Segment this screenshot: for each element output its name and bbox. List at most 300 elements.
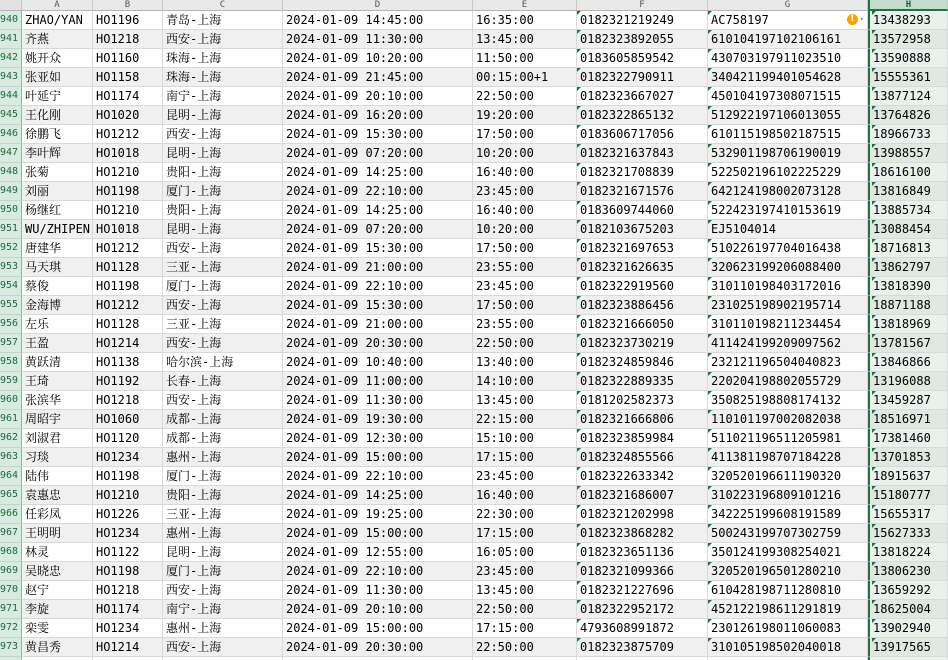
cell-E951[interactable]	[473, 220, 577, 239]
cell-F948[interactable]	[577, 163, 708, 182]
cell-D965[interactable]	[283, 486, 473, 505]
cell-A951[interactable]	[22, 220, 93, 239]
cell-C952[interactable]	[163, 239, 283, 258]
cell-D944[interactable]	[283, 87, 473, 106]
cell-G968[interactable]	[708, 543, 868, 562]
cell-C964[interactable]	[163, 467, 283, 486]
cell-G944[interactable]	[708, 87, 868, 106]
row-header-973[interactable]: 973	[0, 638, 22, 657]
cell-C943[interactable]	[163, 68, 283, 87]
cell-D955[interactable]	[283, 296, 473, 315]
cell-A957[interactable]	[22, 334, 93, 353]
cell-C971[interactable]	[163, 600, 283, 619]
cell-A962[interactable]	[22, 429, 93, 448]
cell-C950[interactable]	[163, 201, 283, 220]
cell-F971[interactable]	[577, 600, 708, 619]
cell-C947[interactable]	[163, 144, 283, 163]
row-header-965[interactable]: 965	[0, 486, 22, 505]
cell-G965[interactable]	[708, 486, 868, 505]
cell-C960[interactable]	[163, 391, 283, 410]
cell-D950[interactable]	[283, 201, 473, 220]
cell-C946[interactable]	[163, 125, 283, 144]
cell-A956[interactable]	[22, 315, 93, 334]
cell-F942[interactable]	[577, 49, 708, 68]
cell-D952[interactable]	[283, 239, 473, 258]
cell-D971[interactable]	[283, 600, 473, 619]
cell-G964[interactable]	[708, 467, 868, 486]
cell-B947[interactable]	[93, 144, 163, 163]
cell-B962[interactable]	[93, 429, 163, 448]
cell-E968[interactable]	[473, 543, 577, 562]
cell-H949[interactable]	[868, 182, 948, 201]
cell-G942[interactable]	[708, 49, 868, 68]
cell-H971[interactable]	[868, 600, 948, 619]
cell-H956[interactable]	[868, 315, 948, 334]
cell-B963[interactable]	[93, 448, 163, 467]
cell-A941[interactable]	[22, 30, 93, 49]
cell-B965[interactable]	[93, 486, 163, 505]
cell-B968[interactable]	[93, 543, 163, 562]
cell-H945[interactable]	[868, 106, 948, 125]
row-header-947[interactable]: 947	[0, 144, 22, 163]
cell-E962[interactable]	[473, 429, 577, 448]
cell-B970[interactable]	[93, 581, 163, 600]
cell-E949[interactable]	[473, 182, 577, 201]
cell-E961[interactable]	[473, 410, 577, 429]
cell-F953[interactable]	[577, 258, 708, 277]
cell-B955[interactable]	[93, 296, 163, 315]
cell-E946[interactable]	[473, 125, 577, 144]
cell-G958[interactable]	[708, 353, 868, 372]
cell-C966[interactable]	[163, 505, 283, 524]
cell-H973[interactable]	[868, 638, 948, 657]
cell-F941[interactable]	[577, 30, 708, 49]
cell-A965[interactable]	[22, 486, 93, 505]
row-header-955[interactable]: 955	[0, 296, 22, 315]
cell-G957[interactable]	[708, 334, 868, 353]
cell-F954[interactable]	[577, 277, 708, 296]
cell-D970[interactable]	[283, 581, 473, 600]
cell-C940[interactable]	[163, 11, 283, 30]
cell-G954[interactable]	[708, 277, 868, 296]
row-header-960[interactable]: 960	[0, 391, 22, 410]
cell-C948[interactable]	[163, 163, 283, 182]
cell-A958[interactable]	[22, 353, 93, 372]
column-header-D[interactable]: D	[283, 0, 473, 11]
cell-H958[interactable]	[868, 353, 948, 372]
column-header-A[interactable]: A	[22, 0, 93, 11]
cell-A950[interactable]	[22, 201, 93, 220]
cell-E945[interactable]	[473, 106, 577, 125]
cell-G946[interactable]	[708, 125, 868, 144]
cell-D969[interactable]	[283, 562, 473, 581]
cell-C944[interactable]	[163, 87, 283, 106]
cell-F968[interactable]	[577, 543, 708, 562]
cell-B956[interactable]	[93, 315, 163, 334]
cell-C973[interactable]	[163, 638, 283, 657]
cell-G971[interactable]	[708, 600, 868, 619]
cell-A969[interactable]	[22, 562, 93, 581]
cell-H970[interactable]	[868, 581, 948, 600]
row-header-949[interactable]: 949	[0, 182, 22, 201]
cell-D958[interactable]	[283, 353, 473, 372]
cell-H948[interactable]	[868, 163, 948, 182]
cell-B943[interactable]	[93, 68, 163, 87]
cell-A964[interactable]	[22, 467, 93, 486]
cell-B940[interactable]	[93, 11, 163, 30]
cell-G940[interactable]	[708, 11, 868, 30]
cell-C955[interactable]	[163, 296, 283, 315]
cell-C941[interactable]	[163, 30, 283, 49]
cell-A970[interactable]	[22, 581, 93, 600]
cell-G949[interactable]	[708, 182, 868, 201]
cell-D959[interactable]	[283, 372, 473, 391]
cell-E955[interactable]	[473, 296, 577, 315]
cell-H962[interactable]	[868, 429, 948, 448]
cell-G970[interactable]	[708, 581, 868, 600]
cell-C962[interactable]	[163, 429, 283, 448]
cell-H946[interactable]	[868, 125, 948, 144]
cell-D943[interactable]	[283, 68, 473, 87]
cell-E954[interactable]	[473, 277, 577, 296]
cell-B967[interactable]	[93, 524, 163, 543]
cell-H969[interactable]	[868, 562, 948, 581]
cell-D947[interactable]	[283, 144, 473, 163]
cell-B969[interactable]	[93, 562, 163, 581]
cell-F952[interactable]	[577, 239, 708, 258]
cell-C972[interactable]	[163, 619, 283, 638]
row-header-940[interactable]: 940	[0, 11, 22, 30]
cell-F964[interactable]	[577, 467, 708, 486]
cell-D960[interactable]	[283, 391, 473, 410]
cell-F958[interactable]	[577, 353, 708, 372]
cell-B944[interactable]	[93, 87, 163, 106]
cell-G967[interactable]	[708, 524, 868, 543]
cell-B952[interactable]	[93, 239, 163, 258]
cell-B941[interactable]	[93, 30, 163, 49]
cell-B964[interactable]	[93, 467, 163, 486]
cell-H944[interactable]	[868, 87, 948, 106]
cell-C961[interactable]	[163, 410, 283, 429]
cell-E944[interactable]	[473, 87, 577, 106]
cell-F944[interactable]	[577, 87, 708, 106]
cell-D967[interactable]	[283, 524, 473, 543]
cell-E972[interactable]	[473, 619, 577, 638]
cell-D972[interactable]	[283, 619, 473, 638]
cell-B942[interactable]	[93, 49, 163, 68]
cell-E965[interactable]	[473, 486, 577, 505]
cell-A944[interactable]	[22, 87, 93, 106]
cell-E964[interactable]	[473, 467, 577, 486]
cell-B950[interactable]	[93, 201, 163, 220]
cell-D946[interactable]	[283, 125, 473, 144]
cell-B953[interactable]	[93, 258, 163, 277]
row-header-958[interactable]: 958	[0, 353, 22, 372]
cell-E941[interactable]	[473, 30, 577, 49]
cell-A963[interactable]	[22, 448, 93, 467]
cell-C942[interactable]	[163, 49, 283, 68]
cell-E960[interactable]	[473, 391, 577, 410]
cell-E963[interactable]	[473, 448, 577, 467]
cell-C959[interactable]	[163, 372, 283, 391]
cell-G969[interactable]	[708, 562, 868, 581]
row-header-962[interactable]: 962	[0, 429, 22, 448]
cell-F973[interactable]	[577, 638, 708, 657]
cell-F966[interactable]	[577, 505, 708, 524]
row-header-968[interactable]: 968	[0, 543, 22, 562]
cell-G950[interactable]	[708, 201, 868, 220]
column-header-C[interactable]: C	[163, 0, 283, 11]
cell-B945[interactable]	[93, 106, 163, 125]
cell-E969[interactable]	[473, 562, 577, 581]
cell-G961[interactable]	[708, 410, 868, 429]
cell-B957[interactable]	[93, 334, 163, 353]
cell-F972[interactable]	[577, 619, 708, 638]
cell-D957[interactable]	[283, 334, 473, 353]
cell-F959[interactable]	[577, 372, 708, 391]
cell-F957[interactable]	[577, 334, 708, 353]
cell-A949[interactable]	[22, 182, 93, 201]
row-header-941[interactable]: 941	[0, 30, 22, 49]
cell-E970[interactable]	[473, 581, 577, 600]
cell-A954[interactable]	[22, 277, 93, 296]
cell-H942[interactable]	[868, 49, 948, 68]
cell-E956[interactable]	[473, 315, 577, 334]
cell-B959[interactable]	[93, 372, 163, 391]
cell-A945[interactable]	[22, 106, 93, 125]
cell-G955[interactable]	[708, 296, 868, 315]
warning-dropdown-icon[interactable]: ▾	[859, 15, 864, 23]
cell-D941[interactable]	[283, 30, 473, 49]
cell-B971[interactable]	[93, 600, 163, 619]
row-header-953[interactable]: 953	[0, 258, 22, 277]
row-header-944[interactable]: 944	[0, 87, 22, 106]
row-header-942[interactable]: 942	[0, 49, 22, 68]
cell-A943[interactable]	[22, 68, 93, 87]
cell-C954[interactable]	[163, 277, 283, 296]
cell-A972[interactable]	[22, 619, 93, 638]
cell-H951[interactable]	[868, 220, 948, 239]
cell-F950[interactable]	[577, 201, 708, 220]
select-all-corner[interactable]	[0, 0, 22, 11]
cell-H954[interactable]	[868, 277, 948, 296]
cell-H957[interactable]	[868, 334, 948, 353]
cell-C958[interactable]	[163, 353, 283, 372]
cell-C957[interactable]	[163, 334, 283, 353]
row-header-952[interactable]: 952	[0, 239, 22, 258]
cell-F946[interactable]	[577, 125, 708, 144]
cell-F967[interactable]	[577, 524, 708, 543]
row-header-957[interactable]: 957	[0, 334, 22, 353]
cell-G953[interactable]	[708, 258, 868, 277]
row-header-963[interactable]: 963	[0, 448, 22, 467]
cell-E967[interactable]	[473, 524, 577, 543]
cell-C968[interactable]	[163, 543, 283, 562]
cell-D954[interactable]	[283, 277, 473, 296]
cell-H947[interactable]	[868, 144, 948, 163]
cell-G941[interactable]	[708, 30, 868, 49]
cell-D973[interactable]	[283, 638, 473, 657]
cell-C953[interactable]	[163, 258, 283, 277]
cell-H968[interactable]	[868, 543, 948, 562]
cell-G973[interactable]	[708, 638, 868, 657]
row-header-956[interactable]: 956	[0, 315, 22, 334]
cell-E958[interactable]	[473, 353, 577, 372]
cell-B972[interactable]	[93, 619, 163, 638]
cell-B949[interactable]	[93, 182, 163, 201]
cell-D964[interactable]	[283, 467, 473, 486]
cell-A942[interactable]	[22, 49, 93, 68]
row-header-950[interactable]: 950	[0, 201, 22, 220]
cell-A955[interactable]	[22, 296, 93, 315]
cell-B961[interactable]	[93, 410, 163, 429]
cell-G956[interactable]	[708, 315, 868, 334]
cell-H953[interactable]	[868, 258, 948, 277]
column-header-F[interactable]: F	[577, 0, 708, 11]
cell-F951[interactable]	[577, 220, 708, 239]
cell-B948[interactable]	[93, 163, 163, 182]
row-header-945[interactable]: 945	[0, 106, 22, 125]
cell-H963[interactable]	[868, 448, 948, 467]
cell-C969[interactable]	[163, 562, 283, 581]
cell-E971[interactable]	[473, 600, 577, 619]
cell-A952[interactable]	[22, 239, 93, 258]
cell-D968[interactable]	[283, 543, 473, 562]
row-header-972[interactable]: 972	[0, 619, 22, 638]
cell-D961[interactable]	[283, 410, 473, 429]
cell-H950[interactable]	[868, 201, 948, 220]
cell-C949[interactable]	[163, 182, 283, 201]
cell-A967[interactable]	[22, 524, 93, 543]
cell-F969[interactable]	[577, 562, 708, 581]
cell-D942[interactable]	[283, 49, 473, 68]
cell-F961[interactable]	[577, 410, 708, 429]
cell-F963[interactable]	[577, 448, 708, 467]
cell-A973[interactable]	[22, 638, 93, 657]
row-header-951[interactable]: 951	[0, 220, 22, 239]
column-header-B[interactable]: B	[93, 0, 163, 11]
cell-B954[interactable]	[93, 277, 163, 296]
cell-E952[interactable]	[473, 239, 577, 258]
cell-C970[interactable]	[163, 581, 283, 600]
cell-H967[interactable]	[868, 524, 948, 543]
cell-G952[interactable]	[708, 239, 868, 258]
cell-E957[interactable]	[473, 334, 577, 353]
cell-G951[interactable]	[708, 220, 868, 239]
cell-D962[interactable]	[283, 429, 473, 448]
row-header-948[interactable]: 948	[0, 163, 22, 182]
cell-G943[interactable]	[708, 68, 868, 87]
cell-F962[interactable]	[577, 429, 708, 448]
cell-G962[interactable]	[708, 429, 868, 448]
cell-E943[interactable]	[473, 68, 577, 87]
cell-H959[interactable]	[868, 372, 948, 391]
cell-A953[interactable]	[22, 258, 93, 277]
cell-D945[interactable]	[283, 106, 473, 125]
cell-F940[interactable]	[577, 11, 708, 30]
cell-A940[interactable]	[22, 11, 93, 30]
cell-C945[interactable]	[163, 106, 283, 125]
cell-H960[interactable]	[868, 391, 948, 410]
cell-A966[interactable]	[22, 505, 93, 524]
cell-D953[interactable]	[283, 258, 473, 277]
cell-F970[interactable]	[577, 581, 708, 600]
cell-C951[interactable]	[163, 220, 283, 239]
cell-E953[interactable]	[473, 258, 577, 277]
column-header-G[interactable]: G	[708, 0, 868, 11]
cell-A948[interactable]	[22, 163, 93, 182]
cell-E959[interactable]	[473, 372, 577, 391]
cell-E966[interactable]	[473, 505, 577, 524]
cell-H961[interactable]	[868, 410, 948, 429]
cell-F956[interactable]	[577, 315, 708, 334]
row-header-971[interactable]: 971	[0, 600, 22, 619]
cell-H940[interactable]	[868, 11, 948, 30]
cell-E973[interactable]	[473, 638, 577, 657]
cell-F955[interactable]	[577, 296, 708, 315]
cell-G972[interactable]	[708, 619, 868, 638]
cell-A946[interactable]	[22, 125, 93, 144]
row-header-946[interactable]: 946	[0, 125, 22, 144]
cell-H964[interactable]	[868, 467, 948, 486]
cell-C956[interactable]	[163, 315, 283, 334]
cell-A947[interactable]	[22, 144, 93, 163]
cell-A959[interactable]	[22, 372, 93, 391]
cell-H941[interactable]	[868, 30, 948, 49]
cell-F949[interactable]	[577, 182, 708, 201]
cell-G945[interactable]	[708, 106, 868, 125]
cell-B951[interactable]	[93, 220, 163, 239]
cell-F960[interactable]	[577, 391, 708, 410]
cell-E942[interactable]	[473, 49, 577, 68]
cell-C963[interactable]	[163, 448, 283, 467]
cell-H965[interactable]	[868, 486, 948, 505]
cell-F945[interactable]	[577, 106, 708, 125]
cell-H952[interactable]	[868, 239, 948, 258]
cell-E950[interactable]	[473, 201, 577, 220]
error-warning-icon[interactable]: !	[847, 14, 858, 25]
cell-D966[interactable]	[283, 505, 473, 524]
cell-G966[interactable]	[708, 505, 868, 524]
row-header-943[interactable]: 943	[0, 68, 22, 87]
cell-H943[interactable]	[868, 68, 948, 87]
cell-D956[interactable]	[283, 315, 473, 334]
row-header-961[interactable]: 961	[0, 410, 22, 429]
row-header-964[interactable]: 964	[0, 467, 22, 486]
cell-H972[interactable]	[868, 619, 948, 638]
row-header-970[interactable]: 970	[0, 581, 22, 600]
cell-D949[interactable]	[283, 182, 473, 201]
column-header-E[interactable]: E	[473, 0, 577, 11]
cell-C965[interactable]	[163, 486, 283, 505]
column-header-H[interactable]: H	[868, 0, 948, 11]
cell-G947[interactable]	[708, 144, 868, 163]
cell-E940[interactable]	[473, 11, 577, 30]
cell-A961[interactable]	[22, 410, 93, 429]
cell-B960[interactable]	[93, 391, 163, 410]
cell-F965[interactable]	[577, 486, 708, 505]
cell-G963[interactable]	[708, 448, 868, 467]
cell-B958[interactable]	[93, 353, 163, 372]
row-header-969[interactable]: 969	[0, 562, 22, 581]
cell-G948[interactable]	[708, 163, 868, 182]
row-header-954[interactable]: 954	[0, 277, 22, 296]
cell-A960[interactable]	[22, 391, 93, 410]
cell-A968[interactable]	[22, 543, 93, 562]
cell-B973[interactable]	[93, 638, 163, 657]
cell-G959[interactable]	[708, 372, 868, 391]
cell-H966[interactable]	[868, 505, 948, 524]
